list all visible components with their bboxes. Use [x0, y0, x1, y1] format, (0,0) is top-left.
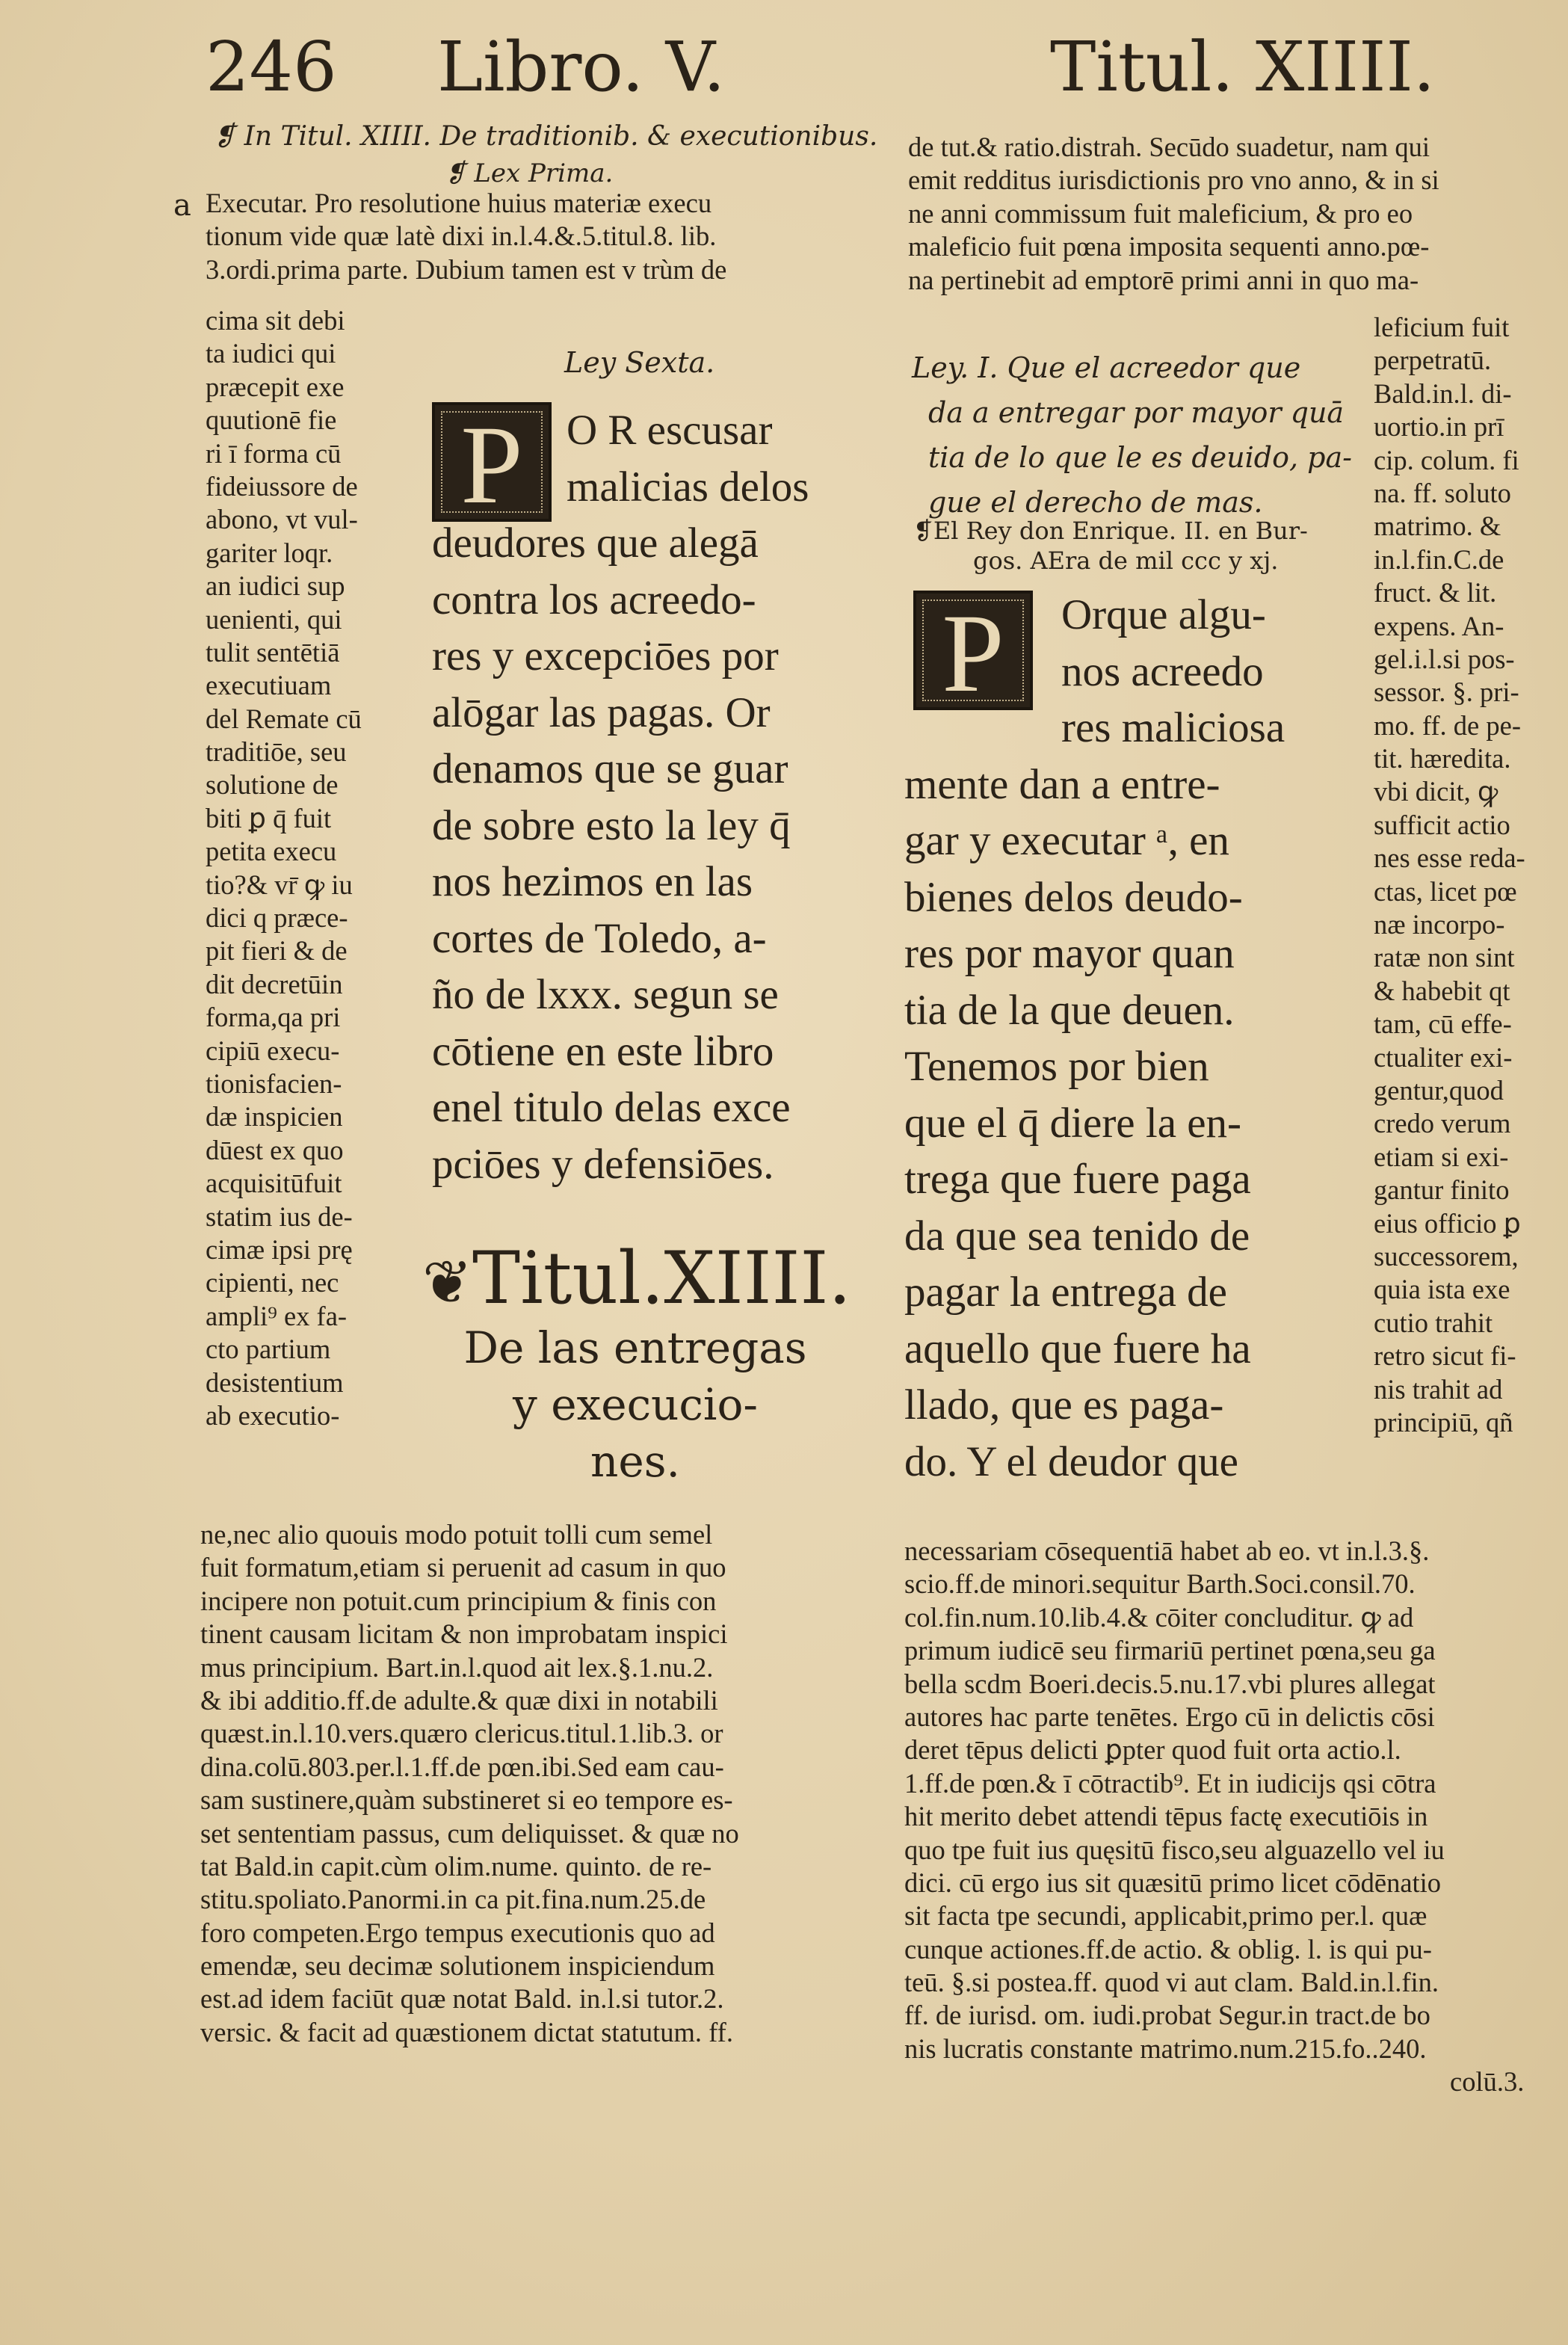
- gloss-line: Executar. Pro resolutione huius materiæ execu: [206, 188, 712, 218]
- law-line: alōgar las pagas. Or: [432, 688, 771, 736]
- gloss-line: forma,qa pri: [206, 1002, 341, 1033]
- law-line: enel titulo delas exce: [432, 1084, 791, 1131]
- gloss-line: ne,nec alio quouis modo potuit tolli cum semel: [200, 1519, 713, 1550]
- gloss-line: pit fieri & de: [206, 935, 348, 967]
- gloss-line: gantur finito: [1374, 1174, 1510, 1206]
- source-line: gos. AEra de mil ccc y xj.: [973, 546, 1279, 575]
- gloss-line: ratæ non sint: [1374, 942, 1515, 973]
- gloss-line: retro sicut fi-: [1374, 1340, 1516, 1372]
- gloss-line: & ibi additio.ff.de adulte.& quæ dixi in notabili: [200, 1684, 718, 1716]
- gloss-line: stitu.spoliato.Panormi.in ca pit.fina.num.25.de: [200, 1884, 706, 1915]
- ley-i-text: [904, 587, 1285, 1490]
- gloss-line: sufficit actio: [1374, 809, 1510, 840]
- gloss-line: an iudici sup: [206, 570, 345, 602]
- gloss-line: gentur,quod: [1374, 1074, 1504, 1106]
- gloss-line: emendæ, seu decimæ solutionem inspiciendum: [200, 1950, 715, 1982]
- gloss-line: nis lucratis constante matrimo.num.215.fo..240.: [904, 2033, 1427, 2064]
- gloss-line: Bald.in.l. di-: [1374, 378, 1512, 409]
- gloss-line: tio?& vr̄ ꝙ iu: [206, 869, 353, 900]
- gloss-heading: [213, 121, 877, 152]
- gloss-line: nes esse reda-: [1374, 842, 1525, 874]
- titulo-heading: [422, 1237, 851, 1324]
- law-line: cortes de Toledo, a-: [432, 914, 767, 962]
- gloss-line: necessariam cōsequentiā habet ab eo. vt in.l.3.§.: [904, 1535, 1430, 1566]
- running-head-libro: Libro. V.: [437, 27, 726, 107]
- fleuron-icon: ❦: [422, 1248, 473, 1317]
- gloss-line: ri ī forma cū: [206, 437, 342, 469]
- law-line: llado, que es paga-: [904, 1381, 1224, 1429]
- gloss-line: tinent causam licitam & non improbatam inspici: [200, 1618, 728, 1650]
- gloss-line: cimæ ipsi prę: [206, 1233, 353, 1265]
- titulo-subtitle: [448, 1319, 822, 1490]
- law-line: da que sea tenido de: [904, 1212, 1250, 1260]
- gloss-line: etiam si exi-: [1374, 1141, 1509, 1172]
- gloss-line: tit. hæredita.: [1374, 743, 1511, 774]
- gloss-line: primum iudicē seu firmariū pertinet pœna,seu ga: [904, 1635, 1436, 1666]
- gloss-line: de tut.& ratio.distrah. Secūdo suadetur, nam qui: [908, 132, 1430, 162]
- gloss-line: tam, cū effe-: [1374, 1008, 1512, 1040]
- gloss-line: dūest ex quo: [206, 1134, 344, 1165]
- gloss-line: fuit formatum,etiam si peruenit ad casum in quo: [200, 1552, 726, 1583]
- gloss-line: col.fin.num.10.lib.4.& cōiter concluditur. ꝙ ad: [904, 1601, 1414, 1633]
- source-line: El Rey don Enrique. II. en Bur-: [933, 517, 1308, 545]
- law-line: tia de la que deuen.: [904, 986, 1235, 1034]
- gloss-line: ab executio-: [206, 1399, 340, 1431]
- gloss-line: quæst.in.l.10.vers.quæro clericus.titul.1.lib.3. or: [200, 1718, 723, 1749]
- gloss-line: dici. cū ergo ius sit quæsitū primo licet cōdēnatio: [904, 1867, 1442, 1898]
- gloss-line: 3.ordi.prima parte. Dubium tamen est v trùm de: [206, 253, 727, 285]
- gloss-line: gel.i.l.si pos-: [1374, 643, 1515, 674]
- subtitle-line: nes.: [590, 1436, 680, 1487]
- gloss-line: uenienti, qui: [206, 603, 342, 635]
- law-line: que el q̄ diere la en-: [904, 1099, 1242, 1147]
- gloss-line: næ incorpo-: [1374, 909, 1505, 940]
- law-line: bienes delos deudo-: [904, 873, 1243, 921]
- gloss-line: emit redditus iurisdictionis pro vno anno, & in si: [908, 164, 1439, 196]
- gloss-line: dici q præce-: [206, 902, 348, 934]
- gloss-line: cipiū execu-: [206, 1035, 340, 1066]
- gloss-line: abono, vt vul-: [206, 504, 358, 535]
- law-line: res maliciosa: [1061, 704, 1285, 751]
- gloss-line: quo tpe fuit ius quęsitū fisco,seu alguazello vel iu: [904, 1834, 1445, 1865]
- gloss-line: ff. de iurisd. om. iudi.probat Segur.in tract.de bo: [904, 2000, 1430, 2031]
- right-gloss-margin: [1374, 310, 1525, 1438]
- gloss-line: na pertinebit ad emptorē primi anni in quo ma-: [908, 264, 1419, 295]
- law-line: de sobre esto la ley q̄: [432, 801, 791, 849]
- law-line: pagar la entrega de: [904, 1269, 1227, 1316]
- gloss-line: in.l.fin.C.de: [1374, 543, 1504, 575]
- gloss-line: statim ius de-: [206, 1201, 353, 1232]
- gloss-line: sam sustinere,quàm substineret si eo tempore es-: [200, 1784, 733, 1816]
- gloss-line: cima sit debi: [206, 305, 345, 336]
- lex-prima-label: [445, 158, 613, 188]
- gloss-line: quutionē fie: [206, 404, 337, 436]
- rubric-line: da a entregar por mayor quā: [928, 396, 1345, 429]
- gloss-line: quia ista exe: [1374, 1274, 1510, 1305]
- gloss-line: dit decretūin: [206, 968, 343, 999]
- gloss-line: ne anni commissum fuit maleficium, & pro eo: [908, 197, 1413, 229]
- ley-sexta-text: [432, 402, 809, 1192]
- gloss-line: cip. colum. fi: [1374, 444, 1519, 475]
- law-line: contra los acreedo-: [432, 576, 756, 623]
- gloss-line: bella scdm Boeri.decis.5.nu.17.vbi plures allegat: [904, 1668, 1436, 1699]
- gloss-line: deret tēpus delicti ꝑpter quod fuit orta actio.l.: [904, 1734, 1401, 1766]
- gloss-line: leficium fuit: [1374, 312, 1510, 342]
- subtitle-line: De las entregas: [463, 1322, 807, 1373]
- gloss-line: sessor. §. pri-: [1374, 677, 1519, 708]
- law-line: Tenemos por bien: [904, 1043, 1209, 1090]
- gloss-line: est.ad idem faciūt quæ notat Bald. in.l.si tutor.2.: [200, 1983, 724, 2015]
- law-line: trega que fuere paga: [904, 1156, 1251, 1203]
- gloss-line: set sententiam passus, cum deliquisset. & quæ no: [200, 1817, 739, 1849]
- gloss-line: expens. An-: [1374, 610, 1504, 641]
- gloss-line: cunque actiones.ff.de actio. & oblig. l. is qui pu-: [904, 1933, 1432, 1965]
- gloss-line: del Remate cū: [206, 703, 362, 734]
- gloss-line: executiuam: [206, 670, 332, 701]
- ley-i-rubric: [912, 345, 1352, 525]
- law-line: pciōes y defensiōes.: [432, 1140, 774, 1188]
- gloss-line: autores hac parte tenētes. Ergo cū in delictis cōsi: [904, 1701, 1435, 1732]
- gloss-line: ta iudici qui: [206, 338, 336, 369]
- page-number: 246: [206, 27, 337, 107]
- gloss-line: credo verum: [1374, 1108, 1511, 1139]
- gloss-line: maleficio fuit pœna imposita sequenti anno.pœ-: [908, 231, 1430, 262]
- gloss-line: sit facta tpe secundi, applicabit,primo per.l. quæ: [904, 1900, 1427, 1932]
- law-line: res por mayor quan: [904, 930, 1235, 977]
- rubric-line: Ley. I. Que el acreedor que: [912, 351, 1301, 384]
- gloss-line: nis trahit ad: [1374, 1373, 1503, 1405]
- law-line: nos hezimos en las: [432, 858, 753, 905]
- law-line: malicias delos: [567, 463, 809, 511]
- gloss-line: cutio trahit: [1374, 1307, 1493, 1338]
- law-line: deudores que alegā: [432, 520, 759, 567]
- gloss-line: scio.ff.de minori.sequitur Barth.Soci.consil.70.: [904, 1568, 1416, 1600]
- law-line: nos acreedo: [1061, 647, 1264, 695]
- left-gloss-narrow: [206, 303, 362, 1431]
- gloss-line: petita execu: [206, 836, 337, 867]
- right-gloss-bottom: [904, 1535, 1524, 2099]
- rubric-line: tia de lo que le es deuido, pa-: [928, 441, 1352, 474]
- gloss-line: ampli⁹ ex fa-: [206, 1300, 348, 1331]
- gloss-line: ctualiter exi-: [1374, 1041, 1513, 1073]
- gloss-line: præcepit exe: [206, 371, 345, 402]
- note-letter: a: [173, 188, 191, 223]
- pilcrow-icon: ❡: [445, 158, 475, 188]
- law-line: do. Y el deudor que: [904, 1437, 1238, 1485]
- gloss-line: successorem,: [1374, 1240, 1519, 1272]
- gloss-heading-text: In Titul. XIIII. De traditionib. & executionibus.: [244, 121, 878, 152]
- left-gloss-bottom: [200, 1517, 739, 2048]
- subtitle-line: y execucio-: [513, 1379, 758, 1430]
- gloss-line: perpetratū.: [1374, 345, 1492, 376]
- law-line: ño de lxxx. segun se: [432, 971, 779, 1018]
- law-line: Orque algu-: [1061, 591, 1266, 638]
- gloss-line: mo. ff. de pe-: [1374, 709, 1521, 741]
- running-head-titulo: Titul. XIIII.: [1050, 27, 1436, 107]
- gloss-line: acquisitūfuit: [206, 1168, 342, 1199]
- gloss-line: eius officio ꝑ: [1374, 1207, 1521, 1239]
- gloss-line: teū. §.si postea.ff. quod vi aut clam. Bald.in.l.fin.: [904, 1967, 1439, 1998]
- law-line: O R escusar: [567, 407, 773, 454]
- gloss-line: fruct. & lit.: [1374, 577, 1497, 608]
- gloss-line: uortio.in prī: [1374, 411, 1504, 443]
- lex-prima-text: Lex Prima.: [474, 158, 614, 188]
- gloss-line: tionisfacien-: [206, 1067, 342, 1099]
- source-note: [913, 516, 1308, 576]
- gloss-line: principiū, qñ: [1374, 1406, 1513, 1437]
- gloss-line: incipere non potuit.cum principium & finis con: [200, 1585, 717, 1616]
- gloss-line: mus principium. Bart.in.l.quod ait lex.§.1.nu.2.: [200, 1651, 714, 1683]
- gloss-line: 1.ff.de pœn.& ī cōtractib⁹. Et in iudicijs qsi cōtra: [904, 1767, 1436, 1799]
- law-line: res y excepciōes por: [432, 632, 779, 680]
- titulo-heading-text: Titul.XIIII.: [472, 1236, 851, 1320]
- gloss-line: solutione de: [206, 769, 339, 801]
- ley-sexta-heading: Ley Sexta.: [564, 346, 715, 379]
- gloss-line: fideiussore de: [206, 470, 358, 502]
- right-gloss-top: [908, 131, 1439, 297]
- pilcrow-icon: ❡: [213, 121, 244, 152]
- gloss-line: ctas, licet pœ: [1374, 875, 1517, 907]
- law-line: denamos que se guar: [432, 745, 788, 792]
- gloss-line: cto partium: [206, 1334, 331, 1365]
- gloss-line: gariter loqr.: [206, 537, 333, 568]
- gloss-line: tat Bald.in capit.cùm olim.nume. quinto. de re-: [200, 1850, 712, 1882]
- gloss-line: desistentium: [206, 1366, 344, 1398]
- gloss-line: colū.3.: [1450, 2066, 1525, 2098]
- gloss-line: matrimo. &: [1374, 511, 1501, 542]
- gloss-line: hit merito debet attendi tēpus factę executiōis in: [904, 1801, 1428, 1832]
- decorated-initial-p: P: [432, 402, 552, 522]
- gloss-line: dæ inspicien: [206, 1101, 343, 1133]
- gloss-line: cipienti, nec: [206, 1267, 339, 1298]
- gloss-line: versic. & facit ad quæstionem dictat statutum. ff.: [200, 2016, 733, 2047]
- gloss-line: dina.colū.803.per.l.1.ff.de pœn.ibi.Sed eam cau-: [200, 1751, 724, 1782]
- pilcrow-icon: ❡: [913, 517, 933, 545]
- gloss-line: biti ꝑ q̄ fuit: [206, 802, 332, 833]
- law-line: gar y executar ᵃ, en: [904, 817, 1229, 864]
- law-line: mente dan a entre-: [904, 760, 1220, 808]
- gloss-line: tionum vide quæ latè dixi in.l.4.&.5.titul.8. lib.: [206, 221, 717, 252]
- left-gloss-top: [206, 187, 726, 286]
- rubric-line: gue el derecho de mas.: [928, 486, 1263, 519]
- gloss-line: vbi dicit, ꝙ: [1374, 776, 1498, 807]
- gloss-line: na. ff. soluto: [1374, 477, 1511, 508]
- decorated-initial-p-right: P: [913, 591, 1033, 710]
- law-line: cōtiene en este libro: [432, 1027, 774, 1075]
- gloss-line: tulit sentētiā: [206, 636, 340, 668]
- law-line: aquello que fuere ha: [904, 1325, 1251, 1372]
- gloss-line: traditiōe, seu: [206, 736, 347, 768]
- gloss-line: foro competen.Ergo tempus executionis quo ad: [200, 1917, 715, 1948]
- gloss-line: & habebit qt: [1374, 975, 1510, 1006]
